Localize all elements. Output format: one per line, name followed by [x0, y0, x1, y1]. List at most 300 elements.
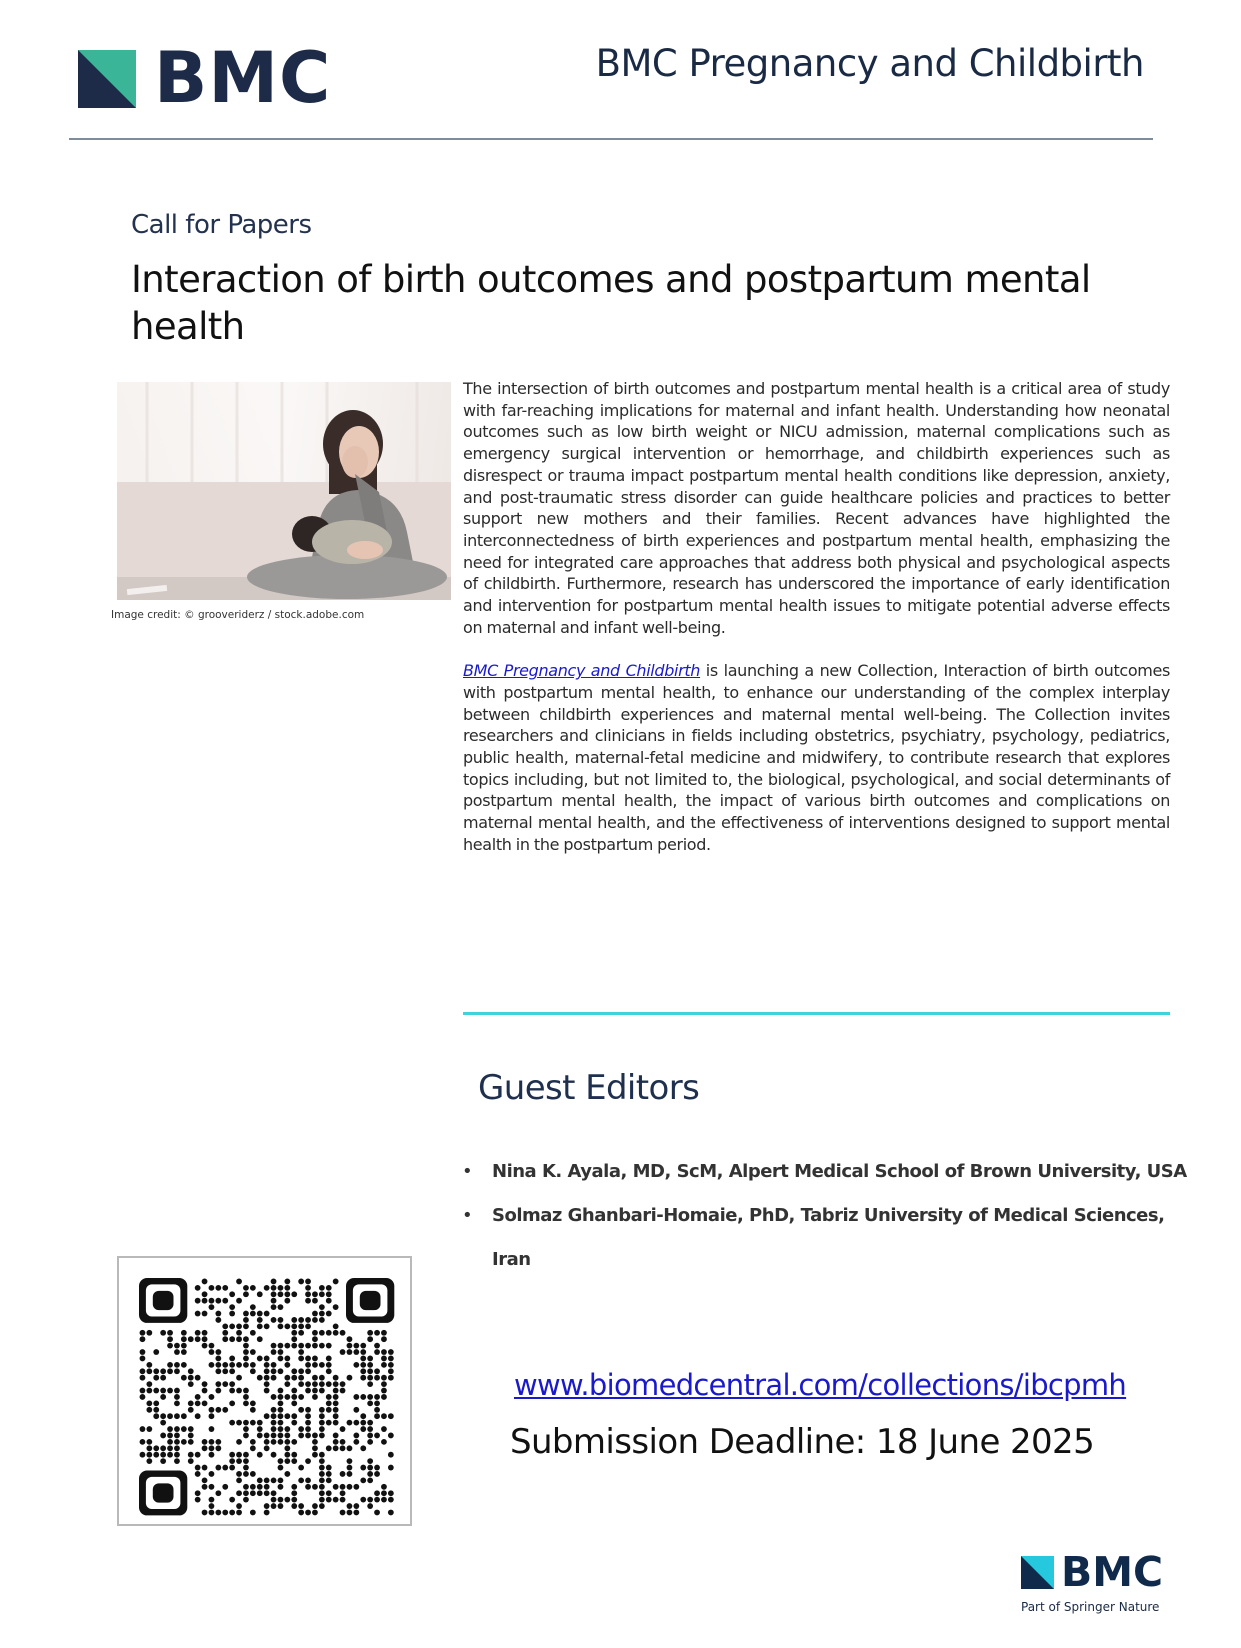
qr-module [146, 1407, 152, 1413]
qr-module [229, 1304, 235, 1310]
qr-module [319, 1426, 325, 1432]
qr-module [195, 1311, 201, 1317]
qr-module [381, 1375, 387, 1381]
qr-module [215, 1490, 221, 1496]
qr-module [257, 1317, 263, 1323]
qr-module [284, 1426, 290, 1432]
qr-module [222, 1465, 228, 1471]
qr-module [264, 1368, 270, 1374]
qr-module [278, 1388, 284, 1394]
qr-module [319, 1291, 325, 1297]
qr-module [153, 1413, 159, 1419]
qr-module [305, 1343, 311, 1349]
qr-module [319, 1343, 325, 1349]
qr-module [250, 1285, 256, 1291]
qr-module [278, 1323, 284, 1329]
qr-module [319, 1311, 325, 1317]
qr-module [353, 1394, 359, 1400]
qr-module [264, 1433, 270, 1439]
qr-module [381, 1394, 387, 1400]
qr-module [146, 1388, 152, 1394]
qr-module [229, 1465, 235, 1471]
qr-module [319, 1471, 325, 1477]
qr-module [312, 1484, 318, 1490]
qr-module [284, 1452, 290, 1458]
qr-module [319, 1407, 325, 1413]
qr-module [160, 1413, 166, 1419]
qr-module [222, 1510, 228, 1516]
qr-module [353, 1407, 359, 1413]
qr-module [153, 1445, 159, 1451]
qr-module [360, 1368, 366, 1374]
paragraph-2-text: is launching a new Collection, Interaction of birth outcomes with postpartum mental health, to enhance our understanding of the complex interplay between childbirth experiences and maternal mental well-being. The Collection invites researchers and clinicians in fields including obstetrics, psychiatry, psychology, pediatrics, public health, maternal-fetal medicine and midwifery, to contribute research that explores topics including, but not limited to, the biological, psychological, and social determinants of postpartum mental health, the impact of various birth outcomes and complications on maternal mental health, and the effectiveness of interventions designed to support mental health in the postpartum period. [463, 661, 1170, 854]
bullet-icon: • [462, 1161, 473, 1182]
qr-module [209, 1497, 215, 1503]
qr-module [174, 1445, 180, 1451]
qr-module [250, 1490, 256, 1496]
qr-module [215, 1407, 221, 1413]
image-credit: Image credit: © grooveriderz / stock.adobe.com [111, 609, 365, 621]
qr-module [374, 1465, 380, 1471]
qr-module [298, 1330, 304, 1336]
qr-module [174, 1433, 180, 1439]
qr-module [388, 1490, 394, 1496]
qr-module [298, 1375, 304, 1381]
qr-module [319, 1452, 325, 1458]
qr-module [209, 1445, 215, 1451]
qr-module [298, 1503, 304, 1509]
qr-module [140, 1439, 146, 1445]
qr-module [347, 1336, 353, 1342]
qr-module [229, 1368, 235, 1374]
qr-module [250, 1368, 256, 1374]
qr-module [278, 1291, 284, 1297]
qr-module [347, 1471, 353, 1477]
bullet-icon: • [462, 1205, 473, 1226]
qr-module [319, 1484, 325, 1490]
qr-module [243, 1426, 249, 1432]
qr-module [278, 1349, 284, 1355]
qr-module [298, 1368, 304, 1374]
qr-module [257, 1433, 263, 1439]
qr-module [284, 1291, 290, 1297]
qr-module [333, 1381, 339, 1387]
qr-module [209, 1394, 215, 1400]
qr-module [140, 1452, 146, 1458]
qr-module [381, 1362, 387, 1368]
qr-module [215, 1317, 221, 1323]
qr-module [229, 1323, 235, 1329]
qr-module [367, 1330, 373, 1336]
qr-module [209, 1503, 215, 1509]
qr-module [353, 1439, 359, 1445]
qr-module [243, 1311, 249, 1317]
editor-item [462, 1150, 1202, 1194]
qr-module [271, 1413, 277, 1419]
qr-module [333, 1445, 339, 1451]
qr-module [215, 1311, 221, 1317]
qr-module [278, 1503, 284, 1509]
qr-module [160, 1375, 166, 1381]
qr-module [291, 1400, 297, 1406]
qr-module [381, 1426, 387, 1432]
qr-module [340, 1490, 346, 1496]
qr-module [312, 1343, 318, 1349]
qr-module [222, 1298, 228, 1304]
qr-module [381, 1330, 387, 1336]
qr-module [340, 1388, 346, 1394]
qr-module [291, 1490, 297, 1496]
qr-module [146, 1400, 152, 1406]
qr-module [188, 1381, 194, 1387]
qr-module [271, 1452, 277, 1458]
qr-module [209, 1407, 215, 1413]
qr-module [243, 1291, 249, 1297]
qr-module [167, 1433, 173, 1439]
qr-module [167, 1330, 173, 1336]
qr-module [367, 1368, 373, 1374]
qr-module [360, 1477, 366, 1483]
qr-module [305, 1433, 311, 1439]
qr-module [360, 1420, 366, 1426]
qr-module [347, 1510, 353, 1516]
guest-editors-heading: Guest Editors [478, 1068, 700, 1108]
qr-module [222, 1330, 228, 1336]
qr-module [278, 1285, 284, 1291]
qr-module [229, 1420, 235, 1426]
journal-link[interactable]: BMC Pregnancy and Childbirth [463, 661, 701, 681]
qr-module [257, 1477, 263, 1483]
qr-module [312, 1311, 318, 1317]
qr-module [188, 1375, 194, 1381]
qr-module [188, 1458, 194, 1464]
qr-module [291, 1330, 297, 1336]
qr-module [360, 1426, 366, 1432]
qr-module [305, 1477, 311, 1483]
qr-module [284, 1439, 290, 1445]
qr-module [167, 1388, 173, 1394]
qr-module [333, 1413, 339, 1419]
qr-module [367, 1477, 373, 1483]
qr-module [312, 1362, 318, 1368]
qr-module [388, 1356, 394, 1362]
qr-module [209, 1285, 215, 1291]
qr-module [278, 1439, 284, 1445]
qr-module [326, 1368, 332, 1374]
qr-module [167, 1426, 173, 1432]
qr-module [174, 1413, 180, 1419]
qr-module [284, 1497, 290, 1503]
qr-module [360, 1343, 366, 1349]
qr-module [257, 1420, 263, 1426]
collection-title: Interaction of birth outcomes and postpartum mental health [131, 258, 1091, 348]
qr-module [367, 1362, 373, 1368]
qr-module [271, 1317, 277, 1323]
qr-module [333, 1279, 339, 1285]
qr-module [202, 1298, 208, 1304]
qr-module [229, 1356, 235, 1362]
qr-module [222, 1484, 228, 1490]
qr-module [188, 1407, 194, 1413]
qr-module [298, 1510, 304, 1516]
qr-module [305, 1388, 311, 1394]
qr-module [278, 1484, 284, 1490]
qr-module [209, 1452, 215, 1458]
qr-module [153, 1400, 159, 1406]
qr-module [291, 1420, 297, 1426]
qr-module [195, 1471, 201, 1477]
qr-module [305, 1323, 311, 1329]
qr-module [271, 1375, 277, 1381]
qr-code[interactable] [117, 1256, 412, 1526]
qr-module [326, 1285, 332, 1291]
qr-module [160, 1388, 166, 1394]
qr-module [250, 1362, 256, 1368]
qr-module [284, 1285, 290, 1291]
qr-module [257, 1490, 263, 1496]
qr-module [326, 1362, 332, 1368]
qr-module [264, 1484, 270, 1490]
qr-module [181, 1330, 187, 1336]
qr-module [181, 1336, 187, 1342]
qr-module [312, 1330, 318, 1336]
qr-module [360, 1465, 366, 1471]
qr-module [353, 1433, 359, 1439]
qr-module [264, 1362, 270, 1368]
qr-module [257, 1484, 263, 1490]
qr-module [340, 1445, 346, 1451]
qr-module [284, 1413, 290, 1419]
qr-module [360, 1497, 366, 1503]
qr-module [236, 1330, 242, 1336]
qr-module [360, 1375, 366, 1381]
qr-module [388, 1497, 394, 1503]
qr-module [160, 1445, 166, 1451]
qr-module [353, 1362, 359, 1368]
qr-module [222, 1368, 228, 1374]
qr-module [284, 1343, 290, 1349]
qr-module [381, 1497, 387, 1503]
qr-module [250, 1510, 256, 1516]
qr-module [188, 1368, 194, 1374]
qr-module [367, 1375, 373, 1381]
qr-module [326, 1420, 332, 1426]
qr-module [319, 1413, 325, 1419]
qr-module [278, 1413, 284, 1419]
qr-module [319, 1375, 325, 1381]
qr-module [326, 1477, 332, 1483]
qr-module [188, 1439, 194, 1445]
qr-module [326, 1381, 332, 1387]
qr-module [388, 1433, 394, 1439]
qr-module [326, 1298, 332, 1304]
qr-module [236, 1388, 242, 1394]
qr-module [298, 1465, 304, 1471]
qr-module [264, 1285, 270, 1291]
qr-module [250, 1400, 256, 1406]
qr-module [202, 1439, 208, 1445]
qr-module [360, 1413, 366, 1419]
qr-module [243, 1394, 249, 1400]
qr-module [188, 1426, 194, 1432]
qr-module [278, 1497, 284, 1503]
qr-module [271, 1433, 277, 1439]
qr-module [181, 1343, 187, 1349]
qr-module [319, 1317, 325, 1323]
qr-module [291, 1375, 297, 1381]
qr-module [167, 1362, 173, 1368]
qr-module [215, 1439, 221, 1445]
qr-module [381, 1413, 387, 1419]
qr-module [229, 1452, 235, 1458]
qr-module [291, 1413, 297, 1419]
qr-module [264, 1413, 270, 1419]
qr-module [195, 1375, 201, 1381]
qr-module [264, 1503, 270, 1509]
qr-module [146, 1439, 152, 1445]
qr-module [257, 1323, 263, 1329]
qr-module [319, 1477, 325, 1483]
qr-module [202, 1311, 208, 1317]
qr-module [381, 1388, 387, 1394]
qr-module [333, 1323, 339, 1329]
qr-module [319, 1465, 325, 1471]
qr-module [181, 1426, 187, 1432]
qr-module [243, 1433, 249, 1439]
qr-module [209, 1426, 215, 1432]
qr-module [257, 1356, 263, 1362]
qr-module [202, 1445, 208, 1451]
qr-code-pattern-icon [119, 1258, 410, 1524]
qr-module [243, 1336, 249, 1342]
qr-module [209, 1439, 215, 1445]
qr-module [326, 1497, 332, 1503]
qr-module [333, 1394, 339, 1400]
qr-module [333, 1407, 339, 1413]
qr-module [271, 1279, 277, 1285]
qr-module [305, 1413, 311, 1419]
qr-module [215, 1368, 221, 1374]
qr-module [353, 1484, 359, 1490]
qr-module [236, 1420, 242, 1426]
qr-module [236, 1477, 242, 1483]
qr-module [367, 1471, 373, 1477]
qr-module [347, 1484, 353, 1490]
qr-module [153, 1349, 159, 1355]
qr-module [291, 1458, 297, 1464]
qr-module [174, 1400, 180, 1406]
qr-module [215, 1349, 221, 1355]
qr-module [215, 1465, 221, 1471]
qr-module [347, 1375, 353, 1381]
qr-module [236, 1503, 242, 1509]
qr-module [271, 1490, 277, 1496]
qr-module [326, 1490, 332, 1496]
editor-item [462, 1194, 1202, 1282]
qr-module [333, 1304, 339, 1310]
qr-module [319, 1490, 325, 1496]
qr-module [347, 1458, 353, 1464]
qr-module [374, 1330, 380, 1336]
qr-module [333, 1484, 339, 1490]
qr-finder-center [153, 1291, 174, 1310]
qr-module [243, 1458, 249, 1464]
qr-module [381, 1336, 387, 1342]
qr-module [257, 1291, 263, 1297]
qr-module [305, 1356, 311, 1362]
qr-module [250, 1439, 256, 1445]
qr-module [319, 1362, 325, 1368]
qr-module [298, 1433, 304, 1439]
qr-module [319, 1497, 325, 1503]
bmc-logo [78, 37, 332, 119]
header-divider [69, 138, 1153, 140]
qr-module [195, 1465, 201, 1471]
qr-module [312, 1381, 318, 1387]
qr-module [284, 1323, 290, 1329]
qr-module [278, 1407, 284, 1413]
qr-module [181, 1349, 187, 1355]
qr-module [257, 1375, 263, 1381]
qr-module [250, 1304, 256, 1310]
qr-module [167, 1343, 173, 1349]
qr-module [340, 1497, 346, 1503]
qr-module [209, 1484, 215, 1490]
qr-module [202, 1291, 208, 1297]
qr-module [271, 1477, 277, 1483]
qr-module [305, 1510, 311, 1516]
qr-module [271, 1368, 277, 1374]
qr-module [174, 1394, 180, 1400]
qr-module [140, 1368, 146, 1374]
qr-module [284, 1381, 290, 1387]
qr-module [374, 1471, 380, 1477]
qr-module [305, 1368, 311, 1374]
qr-module [229, 1497, 235, 1503]
qr-module [146, 1330, 152, 1336]
qr-module [319, 1381, 325, 1387]
qr-module [298, 1317, 304, 1323]
qr-module [264, 1356, 270, 1362]
qr-module [305, 1317, 311, 1323]
qr-module [264, 1477, 270, 1483]
qr-module [271, 1439, 277, 1445]
qr-module [140, 1349, 146, 1355]
qr-module [250, 1484, 256, 1490]
qr-module [243, 1484, 249, 1490]
qr-module [367, 1426, 373, 1432]
qr-module [264, 1388, 270, 1394]
qr-module [195, 1285, 201, 1291]
qr-module [284, 1394, 290, 1400]
qr-module [202, 1279, 208, 1285]
qr-module [264, 1510, 270, 1516]
description-body [463, 378, 1170, 877]
qr-module [340, 1439, 346, 1445]
qr-module [215, 1510, 221, 1516]
cover-photo [117, 382, 451, 600]
qr-module [174, 1426, 180, 1432]
springer-nature-tagline: Part of Springer Nature [1021, 1600, 1160, 1614]
qr-module [271, 1291, 277, 1297]
qr-module [243, 1490, 249, 1496]
qr-module [278, 1477, 284, 1483]
qr-module [250, 1330, 256, 1336]
qr-module [243, 1420, 249, 1426]
qr-module [209, 1304, 215, 1310]
collection-url-link[interactable]: www.biomedcentral.com/collections/ibcpmh [514, 1368, 1127, 1402]
description-paragraph-2 [463, 660, 1170, 855]
